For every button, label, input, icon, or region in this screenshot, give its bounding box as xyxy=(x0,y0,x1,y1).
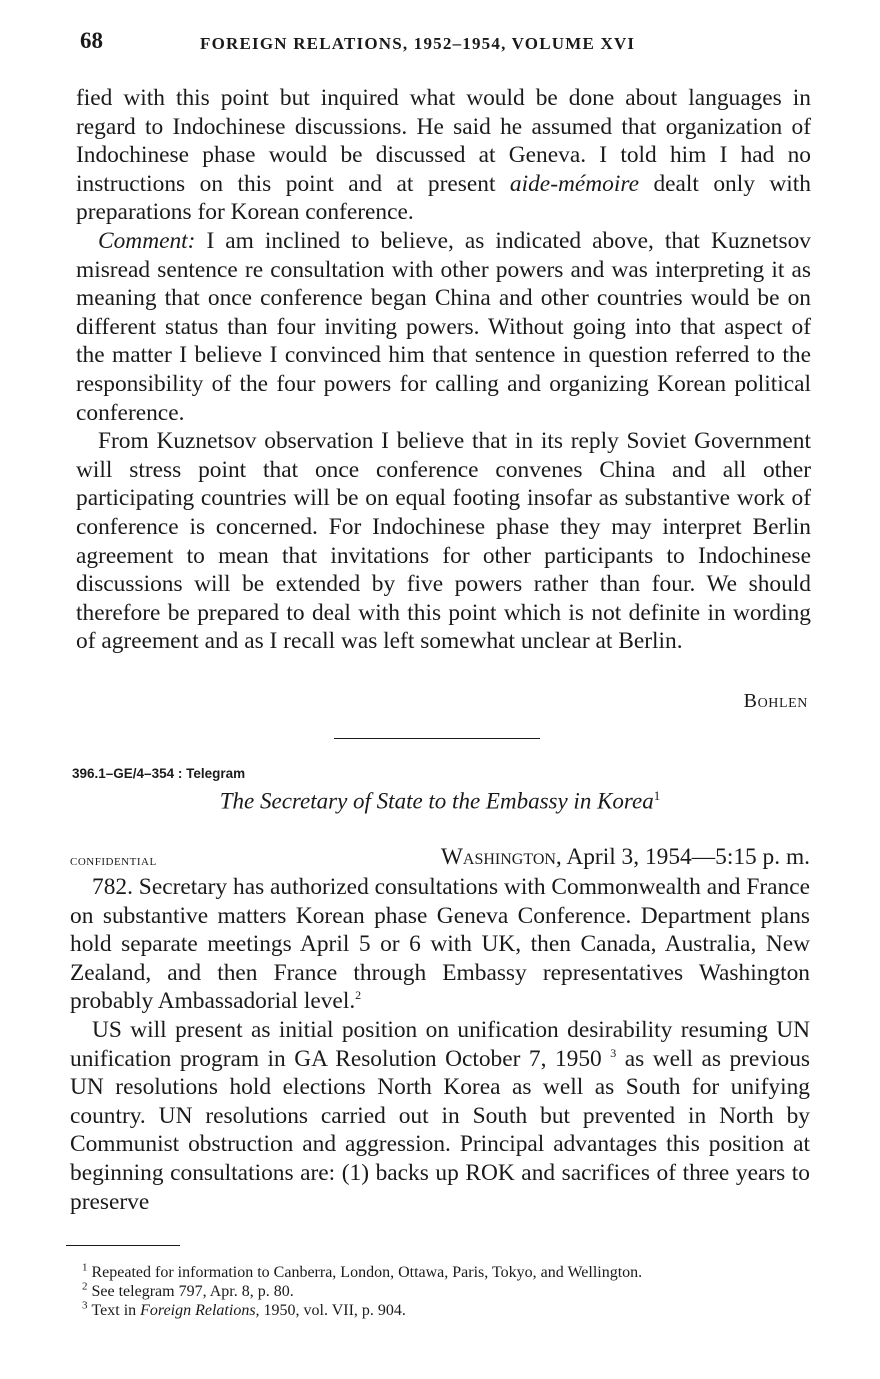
footnote-marker: 1 xyxy=(653,788,661,803)
document-id: 396.1–GE/4–354 : Telegram xyxy=(72,766,246,781)
dateline: Washington, April 3, 1954—5:15 p. m. xyxy=(440,844,810,870)
classification: confidential xyxy=(70,852,157,869)
paragraph: Comment: I am inclined to believe, as indicated above, that Kuznetsov misread sentence re consultation with other powers and was interpreting it as meaning that once conference began China and other countries would be on different status than four inviting powers. Without going into that aspect of the matter I believe I convinced him that sentence in question referred to the responsibility of the four powers for calling and organizing Korean political conference. xyxy=(76,227,811,426)
footnote-marker: 3 xyxy=(610,1045,617,1060)
footnote-rule xyxy=(66,1245,180,1246)
paragraph: fied with this point but inquired what would be done about languages in regard to Indochinese discussions. He said he assumed that organization of Indochinese phase would be discussed at Geneva. I told him I had no instructions on this point and at present aide-mémoire dealt only with preparations for Korean conference. xyxy=(76,85,812,226)
paragraph: From Kuznetsov observation I believe that in its reply Soviet Government will stress point that once conference convenes China and all other participating countries will be on equal footing insofar as substantive work of conference is concerned. For Indochinese phase they may interpret Berlin agreement to mean that invitations for other participants to Indochinese discussions will be extended by five powers rather than four. We should therefore be prepared to deal with this point which is not definite in wording of agreement and as I recall was left somewhat unclear at Berlin. xyxy=(76,428,811,655)
paragraph: US will present as initial position on unification desirability resuming UN unification program in GA Resolution October 7, 1950 $^3$ as well as previous UN resolutions hold elections North Korea as well as South for unifying country. UN resolutions carried out in South but prevented in North by Communist obstruction and aggression. Principal advantages this position at beginning consultations are: (1) backs up ROK and sacrifices of three years to preserve xyxy=(70,1016,810,1215)
footnote: $^3$ Text in Foreign Relations, 1950, vol. VII, p. 904. xyxy=(82,1299,406,1319)
section-divider xyxy=(334,738,540,739)
page-header xyxy=(80,28,810,64)
comment-label: Comment: xyxy=(98,227,196,254)
paragraph: 782. Secretary has authorized consultations with Commonwealth and France on substantive matters Korean phase Geneva Conference. Department plans hold separate meetings April 5 or 6 with UK, then Canada, Australia, New Zealand, and then France through Embassy representatives Washington probably Ambassadorial level.$^2$ xyxy=(70,874,810,1015)
secretary-telegram-body xyxy=(70,873,810,1216)
footnote: $^2$ See telegram 797, Apr. 8, p. 80. xyxy=(82,1280,294,1300)
signature: Bohlen xyxy=(743,690,808,712)
page-number: 68 xyxy=(80,28,103,53)
document-title: The Secretary of State to the Embassy in Korea$^1$ xyxy=(219,788,661,814)
bohlen-telegram-continuation xyxy=(76,84,811,656)
italic-term: aide-mémoire xyxy=(509,170,639,197)
running-head: FOREIGN RELATIONS, 1952–1954, VOLUME XVI xyxy=(200,34,636,53)
footnote: $^1$ Repeated for information to Canberra, London, Ottawa, Paris, Tokyo, and Wellington. xyxy=(82,1261,643,1281)
document-meta xyxy=(70,844,810,874)
footnote-marker: 2 xyxy=(355,988,362,1003)
footnotes xyxy=(66,1263,806,1320)
